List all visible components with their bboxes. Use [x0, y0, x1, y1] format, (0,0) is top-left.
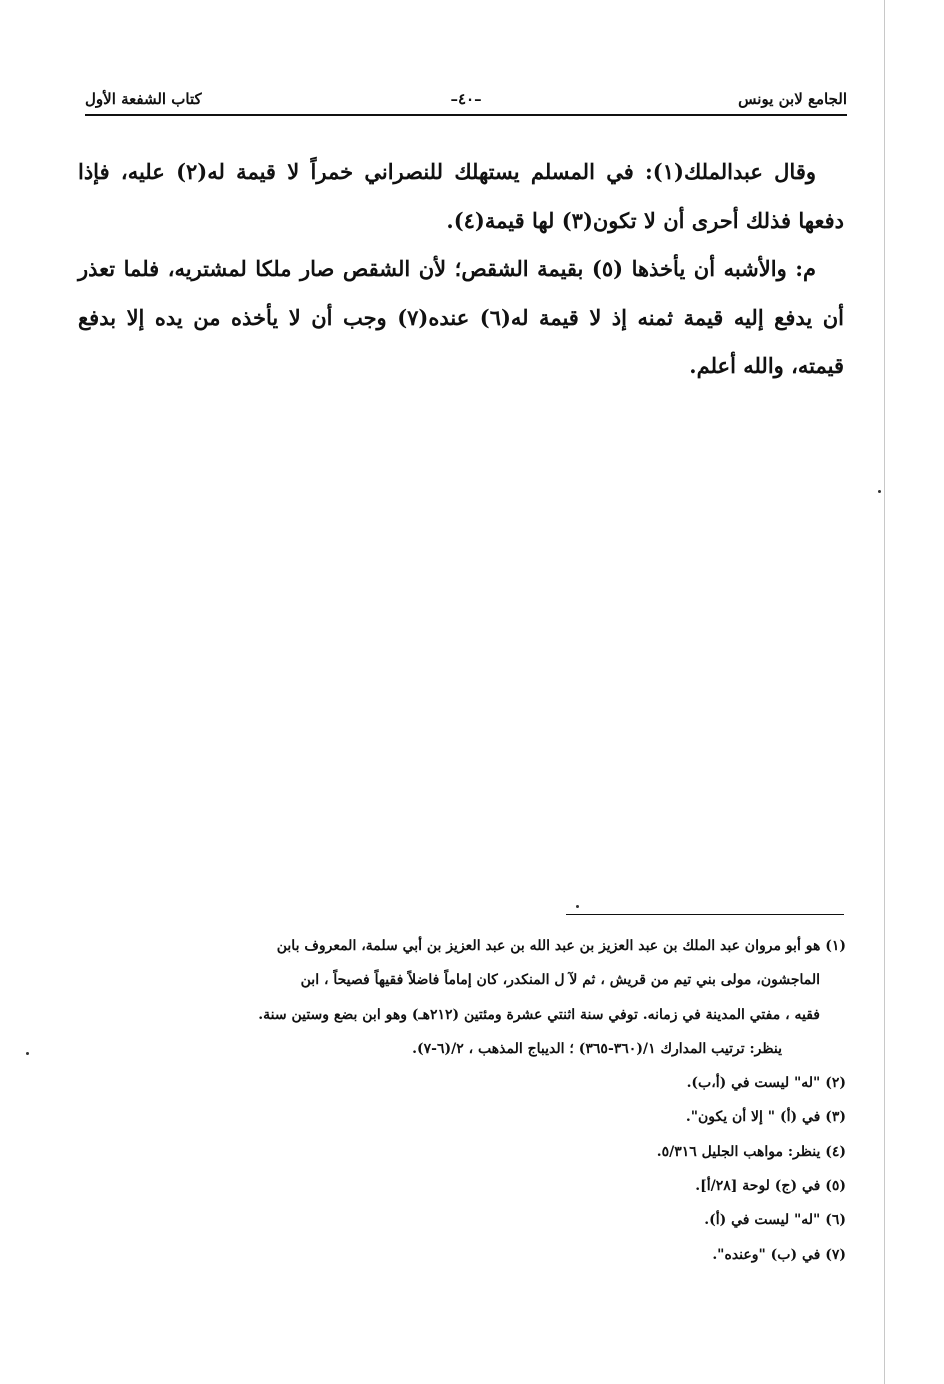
- footnote-6: (٦) "له" ليست في (أ).: [704, 1212, 846, 1229]
- header-rule: [85, 114, 847, 116]
- footnote-3: (٣) في (أ) " إلا أن يكون".: [685, 1109, 846, 1126]
- scan-speck: [26, 1052, 29, 1055]
- scan-speck: [878, 490, 881, 493]
- footnote-1-reference: ينظر: ترتيب المدارك ١/(٣٦٠-٣٦٥) ؛ الديباج المذهب ، ٢/(٦-٧).: [412, 1040, 782, 1057]
- scan-speck: [576, 905, 579, 908]
- footnote-4: (٤) ينظر: مواهب الجليل ٥/٣١٦.: [656, 1143, 846, 1160]
- footnote-1-line-2: الماجشون، مولى بني تيم من قريش ، ثم لآ ل المنكدر، كان إماماً فاضلاً فقيهاً فصيحاً ، ابن: [300, 972, 820, 989]
- footnote-7: (٧) في (ب) "وعنده".: [712, 1246, 846, 1263]
- header-chapter-title: كتاب الشفعة الأول: [85, 90, 202, 108]
- footnote-5: (٥) في (ج) لوحة [٢٨/أ].: [695, 1178, 846, 1195]
- page-number: –٤٠–: [450, 90, 482, 108]
- footnote-1-line-3: فقيه ، مفتي المدينة في زمانه. توفي سنة اثنتي عشرة ومئتين (٢١٢هـ) وهو ابن بضع وستين سنة.: [258, 1006, 820, 1023]
- paragraph-2: م: والأشبه أن يأخذها (٥) بقيمة الشقص؛ لأن الشقص صار ملكا لمشتريه، فلما تعذر أن يدفع إليه قيمة ثمنه إذ لا قيمة له(٦) عنده(٧) وجب أن لا يأخذه من يده إلا بدفع قيمته، والله أعلم.: [78, 256, 844, 378]
- footnote-1-line-1: (١) هو أبو مروان عبد الملك بن عبد العزيز بن عبد الله بن عبد العزيز بن أبي سلمة، المعروف بابن: [276, 938, 846, 954]
- main-text: [78, 148, 844, 391]
- running-header: [85, 86, 847, 114]
- footnote-rule: [566, 914, 844, 915]
- footnotes: [72, 929, 846, 1272]
- header-book-title: الجامع لابن يونس: [738, 90, 847, 108]
- footnote-2: (٢) "له" ليست في (أ،ب).: [686, 1075, 846, 1092]
- paragraph-1: وقال عبدالملك(١): في المسلم يستهلك للنصراني خمراً لا قيمة له(٢) عليه، فإذا دفعها فذلك أحرى أن لا تكون(٣) لها قيمة(٤).: [78, 159, 844, 233]
- scan-edge-line: [884, 0, 885, 1384]
